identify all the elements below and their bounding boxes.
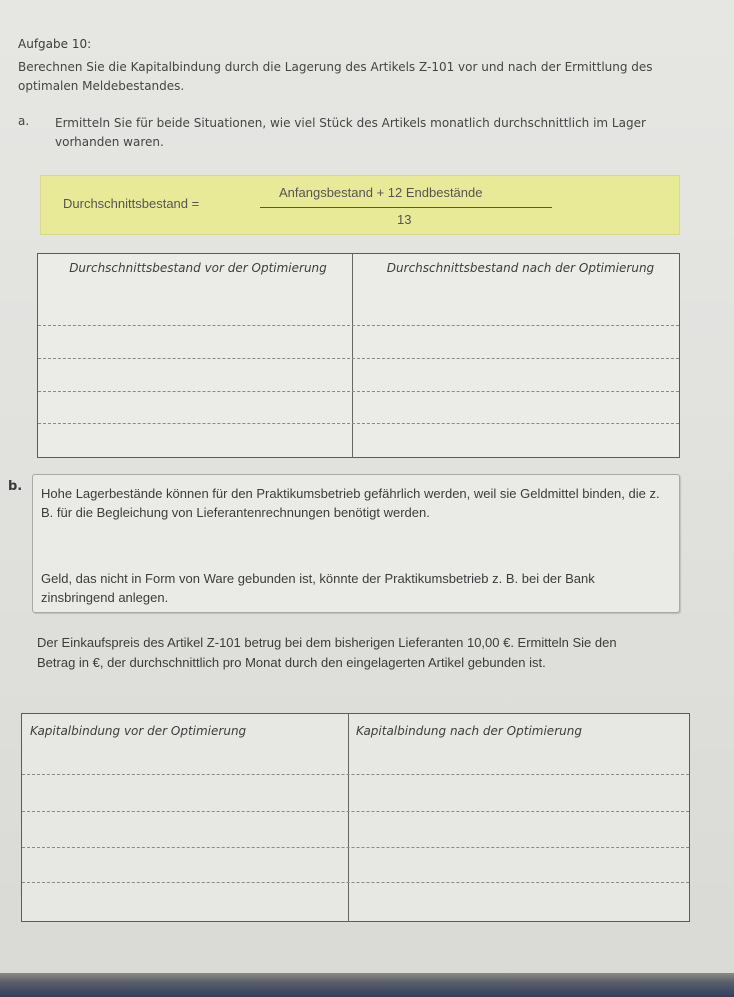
task-intro: Berechnen Sie die Kapitalbindung durch die Lagerung des Artikels Z-101 vor und nach der Ermittlung des optimalen Meldebestandes. (18, 60, 653, 93)
capital-binding-table (21, 713, 690, 922)
answer-line (22, 882, 689, 883)
answer-line (38, 358, 679, 359)
task-title: Aufgabe 10: (18, 37, 92, 51)
average-stock-table (37, 253, 680, 458)
answer-line (38, 325, 679, 326)
table-column-divider (352, 254, 353, 458)
info-paragraph: Geld, das nicht in Form von Ware gebunden ist, könnte der Praktikumsbetrieb z. B. bei der Bank zinsbringend anlegen. (41, 571, 595, 605)
answer-line (22, 774, 689, 775)
fraction-line (260, 207, 552, 208)
desk-edge (0, 973, 734, 997)
formula-box (40, 175, 680, 235)
formula-denominator: 13 (397, 212, 412, 227)
header-capital-after: Kapitalbindung nach der Optimierung (356, 724, 582, 738)
answer-line (38, 423, 679, 424)
item-a-marker: a. (18, 114, 30, 128)
answer-line (22, 811, 689, 812)
info-box (32, 474, 680, 613)
item-b-marker: b. (8, 479, 23, 494)
answer-line (22, 847, 689, 848)
header-capital-before: Kapitalbindung vor der Optimierung (30, 724, 247, 738)
item-a-text: Ermitteln Sie für beide Situationen, wie viel Stück des Artikels monatlich durchschnittlich im Lager vorhanden waren. (55, 116, 646, 149)
header-stock-before: Durchschnittsbestand vor der Optimierung (69, 261, 327, 275)
answer-line (38, 391, 679, 392)
info-paragraph: Hohe Lagerbestände können für den Praktikumsbetrieb gefährlich werden, weil sie Geldmittel binden, die z. B. für die Begleichung von Lieferantenrechnungen benötigt werden. (41, 486, 660, 520)
price-task-text: Der Einkaufspreis des Artikel Z-101 betrug bei dem bisherigen Lieferanten 10,00 €. Ermitteln Sie den Betrag in €, der durchschnittlich pro Monat durch den eingelagerten Artikel gebunden ist. (37, 635, 617, 670)
formula-numerator: Anfangsbestand + 12 Endbestände (279, 185, 483, 200)
table-column-divider (348, 714, 349, 922)
header-stock-after: Durchschnittsbestand nach der Optimierung (386, 261, 655, 275)
formula-label: Durchschnittsbestand = (63, 196, 200, 211)
